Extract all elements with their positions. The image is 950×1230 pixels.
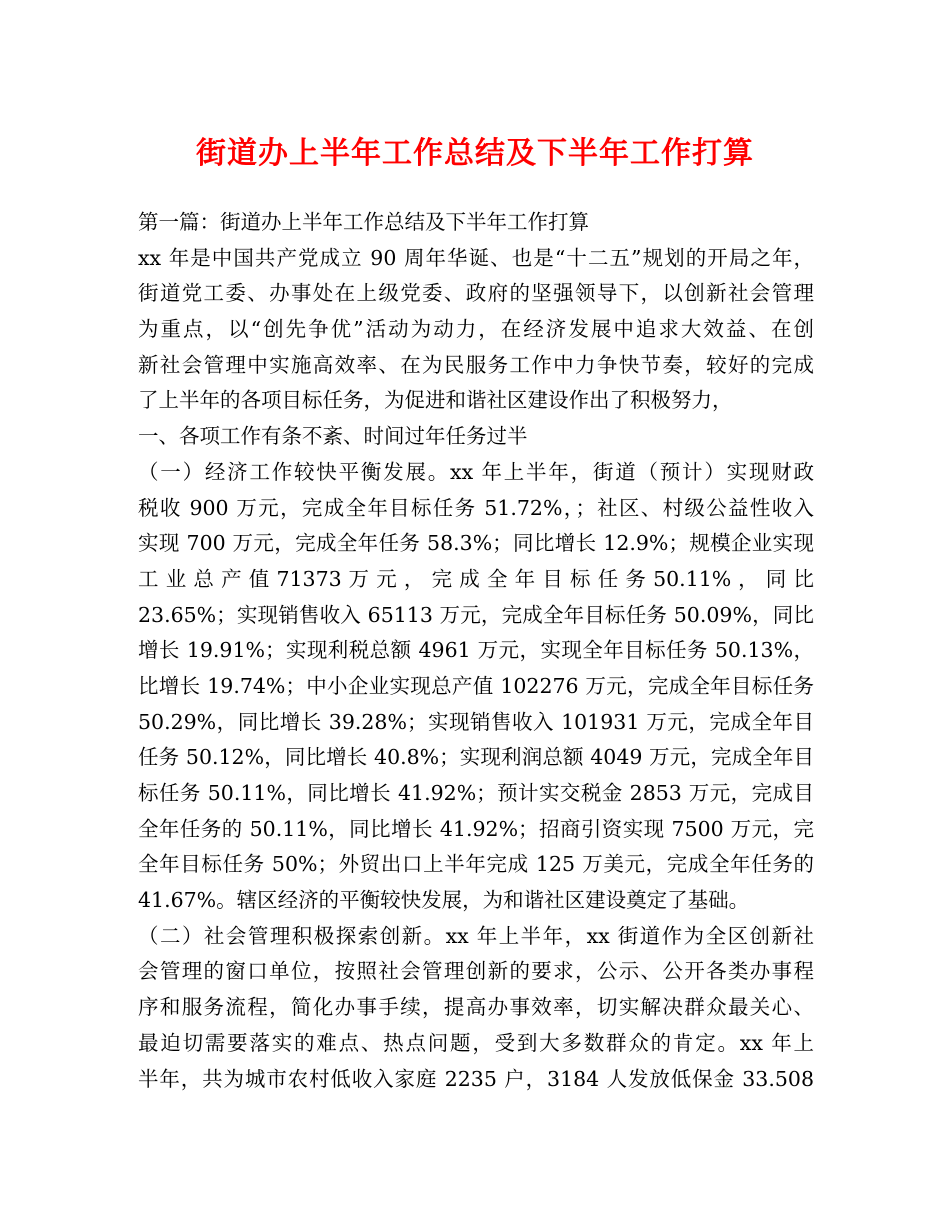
document-body [138, 205, 814, 1097]
paragraph-line: 全年目标任务 50%；外贸出口上半年完成 125 万美元，完成全年任务的 [138, 852, 814, 877]
paragraph-line: 比增长 19.74%；中小企业实现总产值 102276 万元，完成全年目标任务 [138, 673, 814, 698]
paragraph-line: 了上半年的各项目标任务，为促进和谐社区建设作出了积极努力， [138, 388, 733, 413]
paragraph-line: 任务 50.12%，同比增长 40.8%；实现利润总额 4049 万元，完成全年目 [138, 745, 814, 770]
document-title: 街道办上半年工作总结及下半年工作打算 [196, 136, 754, 171]
paragraph-line: 标任务 50.11%，同比增长 41.92%；预计实交税金 2853 万元，完成目 [138, 781, 814, 805]
paragraph-line: 会管理的窗口单位，按照社会管理创新的要求，公示、公开各类办事程 [138, 959, 814, 984]
paragraph-line: 41.67%。辖区经济的平衡较快发展，为和谐社区建设奠定了基础。 [138, 888, 750, 913]
paragraph-line: 工 业 总 产 值 71373 万 元 ， 完 成 全 年 目 标 任 务 50.11% ， 同 比 [138, 566, 814, 591]
paragraph-line: 23.65%；实现销售收入 65113 万元，完成全年目标任务 50.09%，同比 [138, 602, 814, 627]
paragraph-line: xx 年是中国共产党成立 90 周年华诞、也是“十二五”规划的开局之年， [138, 245, 814, 270]
paragraph-line: 最迫切需要落实的难点、热点问题，受到大多数群众的肯定。xx 年上 [138, 1030, 814, 1055]
paragraph-line: 全年任务的 50.11%，同比增长 41.92%；招商引资实现 7500 万元，完 [138, 816, 814, 841]
paragraph-line: 税收 900 万元，完成全年目标任务 51.72%，；社区、村级公益性收入 [138, 495, 814, 520]
paragraph-line: 半年，共为城市农村低收入家庭 2235 户，3184 人发放低保金 33.508 [138, 1066, 814, 1091]
paragraph-line: 为重点，以“创先争优”活动为动力，在经济发展中追求大效益、在创 [138, 317, 814, 342]
paragraph-line: 实现 700 万元，完成全年任务 58.3%；同比增长 12.9%；规模企业实现 [138, 531, 814, 556]
paragraph-line: 街道党工委、办事处在上级党委、政府的坚强领导下，以创新社会管理 [138, 281, 814, 306]
paragraph-line: 序和服务流程，简化办事手续，提高办事效率，切实解决群众最关心、 [138, 995, 814, 1020]
paragraph-line: （一）经济工作较快平衡发展。xx 年上半年，街道（预计）实现财政 [138, 459, 814, 484]
paragraph-line: 新社会管理中实施高效率、在为民服务工作中力争快节奏，较好的完成 [138, 352, 814, 377]
paragraph-line: 增长 19.91%；实现利税总额 4961 万元，实现全年目标任务 50.13%， [138, 638, 814, 663]
paragraph-line: （二）社会管理积极探索创新。xx 年上半年，xx 街道作为全区创新社 [138, 923, 814, 948]
paragraph-line: 第一篇：街道办上半年工作总结及下半年工作打算 [138, 210, 589, 234]
section-heading: 一、各项工作有条不紊、时间过年任务过半 [138, 424, 528, 449]
paragraph-line: 50.29%，同比增长 39.28%；实现销售收入 101931 万元，完成全年目 [138, 709, 814, 734]
